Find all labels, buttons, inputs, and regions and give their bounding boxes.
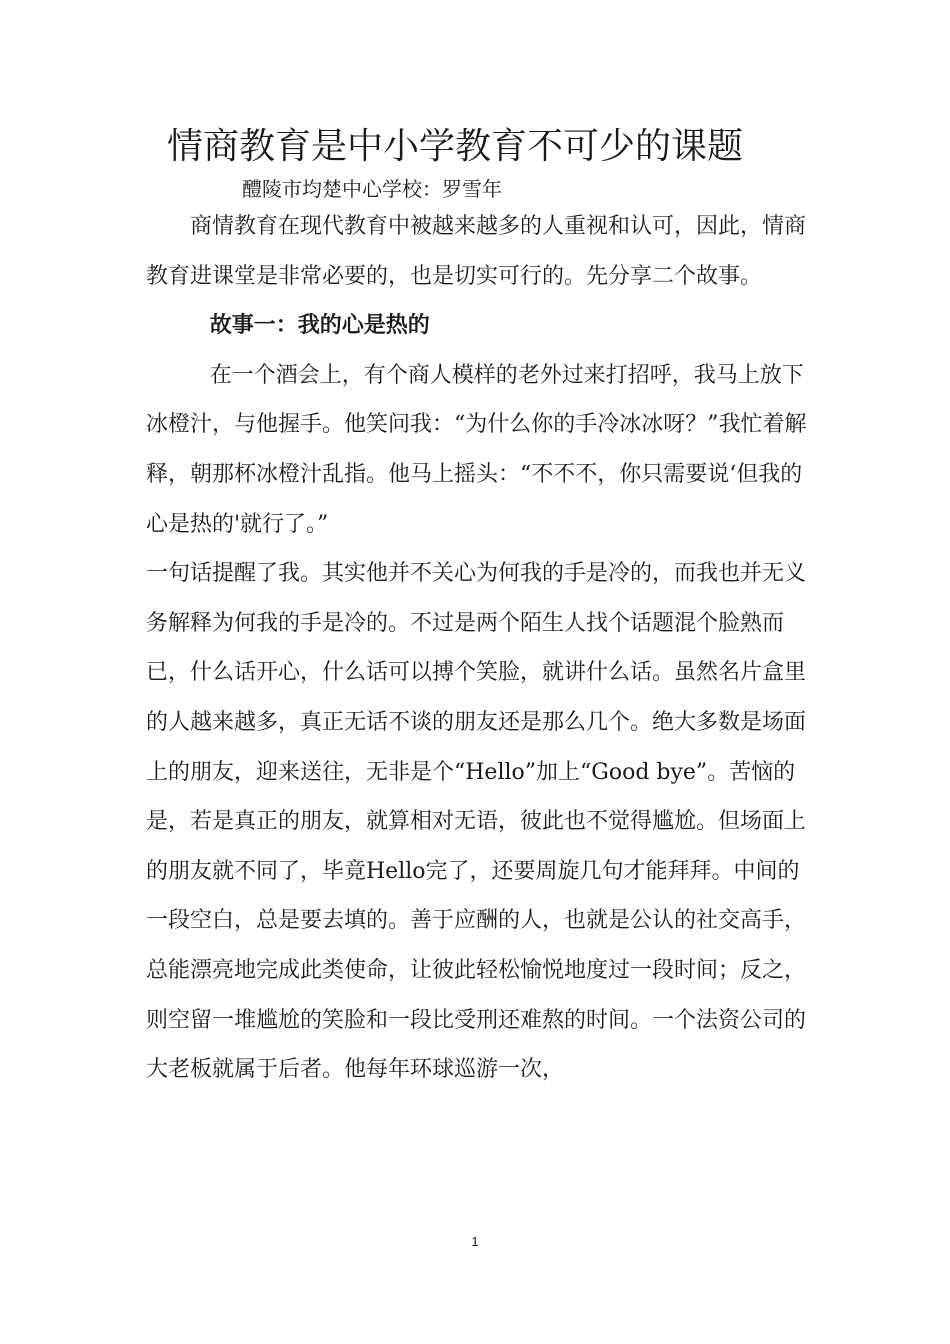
intro-paragraph: 商情教育在现代教育中被越来越多的人重视和认可，因此，情商教育进课堂是非常必要的，也是切实可行的。先分享二个故事。 — [146, 214, 807, 289]
document-body — [146, 202, 814, 1095]
page-number: 1 — [471, 1234, 479, 1249]
page-title: 情商教育是中小学教育不可少的课题 — [166, 126, 743, 167]
story-heading: 故事一：我的心是热的 — [209, 312, 430, 339]
story-paragraph-2: 一句话提醒了我。其实他并不关心为何我的手是冷的，而我也并无义务解释为何我的手是冷的。不过是两个陌生人找个话题混个脸熟而已，什么话开心，什么话可以搏个笑脸，就讲什么话。虽然名片盒里的人越来越多，真正无话不谈的朋友还是那么几个。绝大多数是场面上的朋友，迎来送往，无非是个“Hello”加上“Good bye”。苦恼的是，若是真正的朋友，就算相对无语，彼此也不觉得尴尬。但场面上的朋友就不同了，毕竟Hello完了，还要周旋几句才能拜拜。中间的一段空白，总是要去填的。善于应酬的人，也就是公认的社交高手，总能漂亮地完成此类使命，让彼此轻松愉悦地度过一段时间；反之，则空留一堆尴尬的笑脸和一段比受刑还难熬的时间。一个法资公司的大老板就属于后者。他每年环球巡游一次， — [146, 561, 807, 1083]
story-paragraph-1: 在一个酒会上，有个商人模样的老外过来打招呼，我马上放下冰橙汁，与他握手。他笑问我：“为什么你的手冷冰冰呀？”我忙着解释，朝那杯冰橙汁乱指。他马上摇头：“不不不，你只需要说‘但我的心是热的'就行了。” — [146, 362, 807, 537]
author-byline: 醴陵市均楚中心学校：罗雪年 — [242, 177, 502, 201]
